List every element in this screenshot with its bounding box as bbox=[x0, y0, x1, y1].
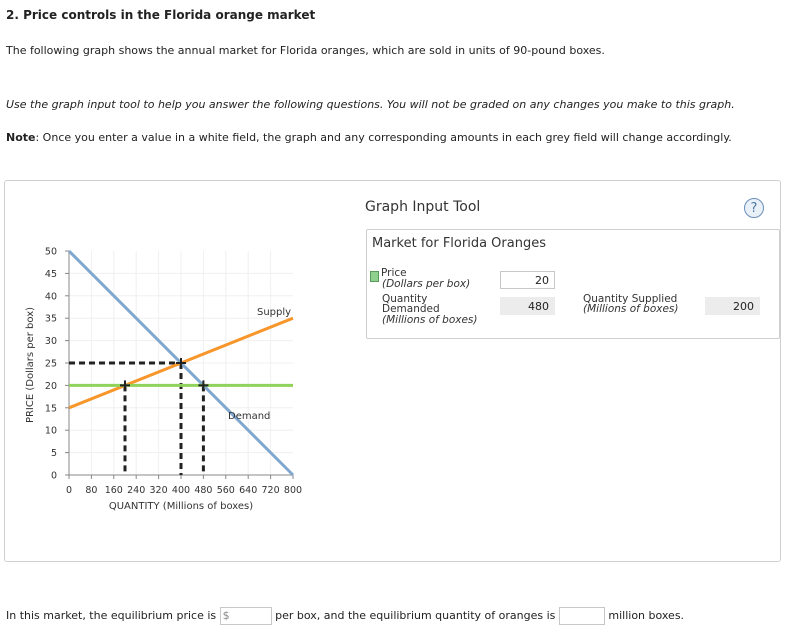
y-axis-label: PRICE (Dollars per box) bbox=[25, 306, 36, 424]
answer-text-2: per box, and the equilibrium quantity of oranges is bbox=[275, 609, 556, 622]
price-sub-label: (Dollars per box) bbox=[382, 278, 471, 290]
quantity-supplied-value: 200 bbox=[705, 297, 760, 315]
x-tick-label: 400 bbox=[171, 485, 191, 496]
price-label: Price bbox=[381, 267, 407, 279]
y-tick-label: 10 bbox=[44, 425, 57, 437]
answer-text-1: In this market, the equilibrium price is bbox=[6, 609, 217, 622]
x-tick-label: 480 bbox=[194, 485, 213, 496]
y-tick-label: 5 bbox=[50, 448, 57, 460]
x-tick-label: 640 bbox=[239, 485, 258, 496]
note-body: : Once you enter a value in a white field, the graph and any corresponding amounts in each grey field will change accordingly. bbox=[35, 131, 732, 144]
qd-label-1: Quantity bbox=[382, 293, 428, 305]
help-icon[interactable]: ? bbox=[744, 198, 764, 218]
x-tick-label: 560 bbox=[216, 485, 235, 496]
question-title: 2. Price controls in the Florida orange market bbox=[6, 8, 316, 22]
qs-label: Quantity Supplied bbox=[583, 293, 678, 305]
x-tick-label: 720 bbox=[261, 485, 280, 496]
y-tick-label: 45 bbox=[44, 268, 57, 280]
dollar-sign: $ bbox=[222, 609, 230, 622]
x-tick-label: 240 bbox=[127, 485, 146, 496]
y-tick-label: 15 bbox=[44, 403, 57, 415]
answer-sentence bbox=[6, 607, 684, 625]
x-tick-label: 0 bbox=[65, 485, 73, 496]
price-input[interactable]: 20 bbox=[500, 271, 555, 289]
question-intro: The following graph shows the annual market for Florida oranges, which are sold in units of 90-pound boxes. bbox=[6, 44, 605, 57]
y-tick-label: 50 bbox=[44, 246, 57, 258]
x-tick-label: 80 bbox=[85, 485, 98, 496]
note-label: Note bbox=[6, 131, 36, 144]
y-tick-label: 0 bbox=[50, 470, 57, 482]
x-tick-label: 160 bbox=[104, 485, 123, 496]
y-tick-label: 35 bbox=[44, 313, 57, 325]
y-tick-label: 40 bbox=[44, 291, 57, 303]
qs-sub-label: (Millions of boxes) bbox=[583, 303, 679, 315]
point-marker bbox=[120, 380, 130, 390]
y-tick-label: 25 bbox=[44, 358, 57, 370]
graph-input-tool-title: Graph Input Tool bbox=[365, 199, 481, 215]
answer-text-3: million boxes. bbox=[608, 609, 685, 622]
supply-label: Supply bbox=[257, 307, 292, 318]
demand-label: Demand bbox=[228, 411, 271, 422]
equilibrium-quantity-input[interactable] bbox=[559, 607, 605, 625]
qd-sub-label: (Millions of boxes) bbox=[382, 314, 478, 326]
y-tick-label: 30 bbox=[44, 336, 57, 348]
market-title: Market for Florida Oranges bbox=[372, 236, 546, 251]
price-swatch-icon bbox=[370, 271, 379, 282]
y-tick-label: 20 bbox=[44, 380, 57, 392]
x-axis-label: QUANTITY (Millions of boxes) bbox=[108, 501, 254, 512]
instruction-text: Use the graph input tool to help you answer the following questions. You will not be graded on any changes you make to this graph. bbox=[6, 98, 735, 111]
x-tick-label: 320 bbox=[149, 485, 168, 496]
x-tick-label: 800 bbox=[283, 485, 303, 496]
qd-label-2: Demanded bbox=[382, 303, 440, 315]
equilibrium-price-input[interactable] bbox=[220, 607, 272, 625]
chart-ticks bbox=[45, 247, 302, 497]
quantity-demanded-value: 480 bbox=[500, 297, 555, 315]
